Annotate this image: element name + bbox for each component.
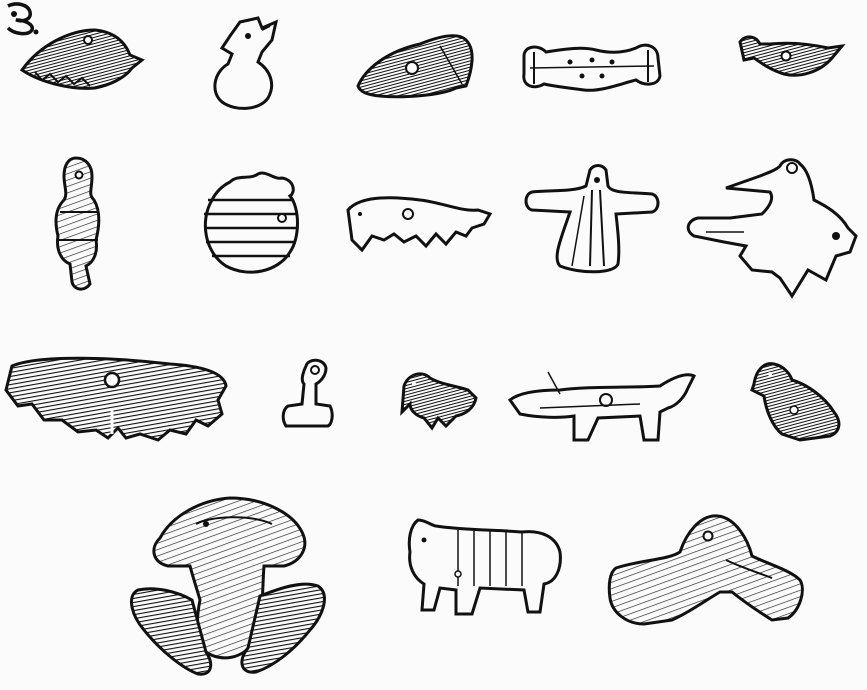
small-bird-figure bbox=[402, 374, 476, 428]
bird-head-pendant bbox=[215, 18, 276, 108]
fish-amulet bbox=[348, 198, 490, 250]
dark-bird-amulet bbox=[752, 364, 839, 440]
seal-figure bbox=[609, 516, 802, 624]
bird-head-figure bbox=[688, 160, 856, 296]
walking-animal bbox=[409, 520, 560, 614]
banded-disc bbox=[204, 173, 298, 272]
monogram-signature bbox=[0, 0, 40, 36]
bird-head-amulet bbox=[358, 36, 472, 97]
tunic-figure bbox=[526, 166, 658, 272]
frog-carving bbox=[131, 498, 324, 674]
winged-ornament bbox=[524, 45, 660, 90]
small-bird-charm bbox=[740, 37, 842, 75]
human-figure bbox=[56, 158, 99, 289]
small-t-pendant bbox=[283, 360, 332, 426]
long-fish-amulet bbox=[6, 358, 226, 440]
fish-ornament bbox=[22, 30, 142, 88]
animal-figure-long bbox=[510, 372, 694, 440]
